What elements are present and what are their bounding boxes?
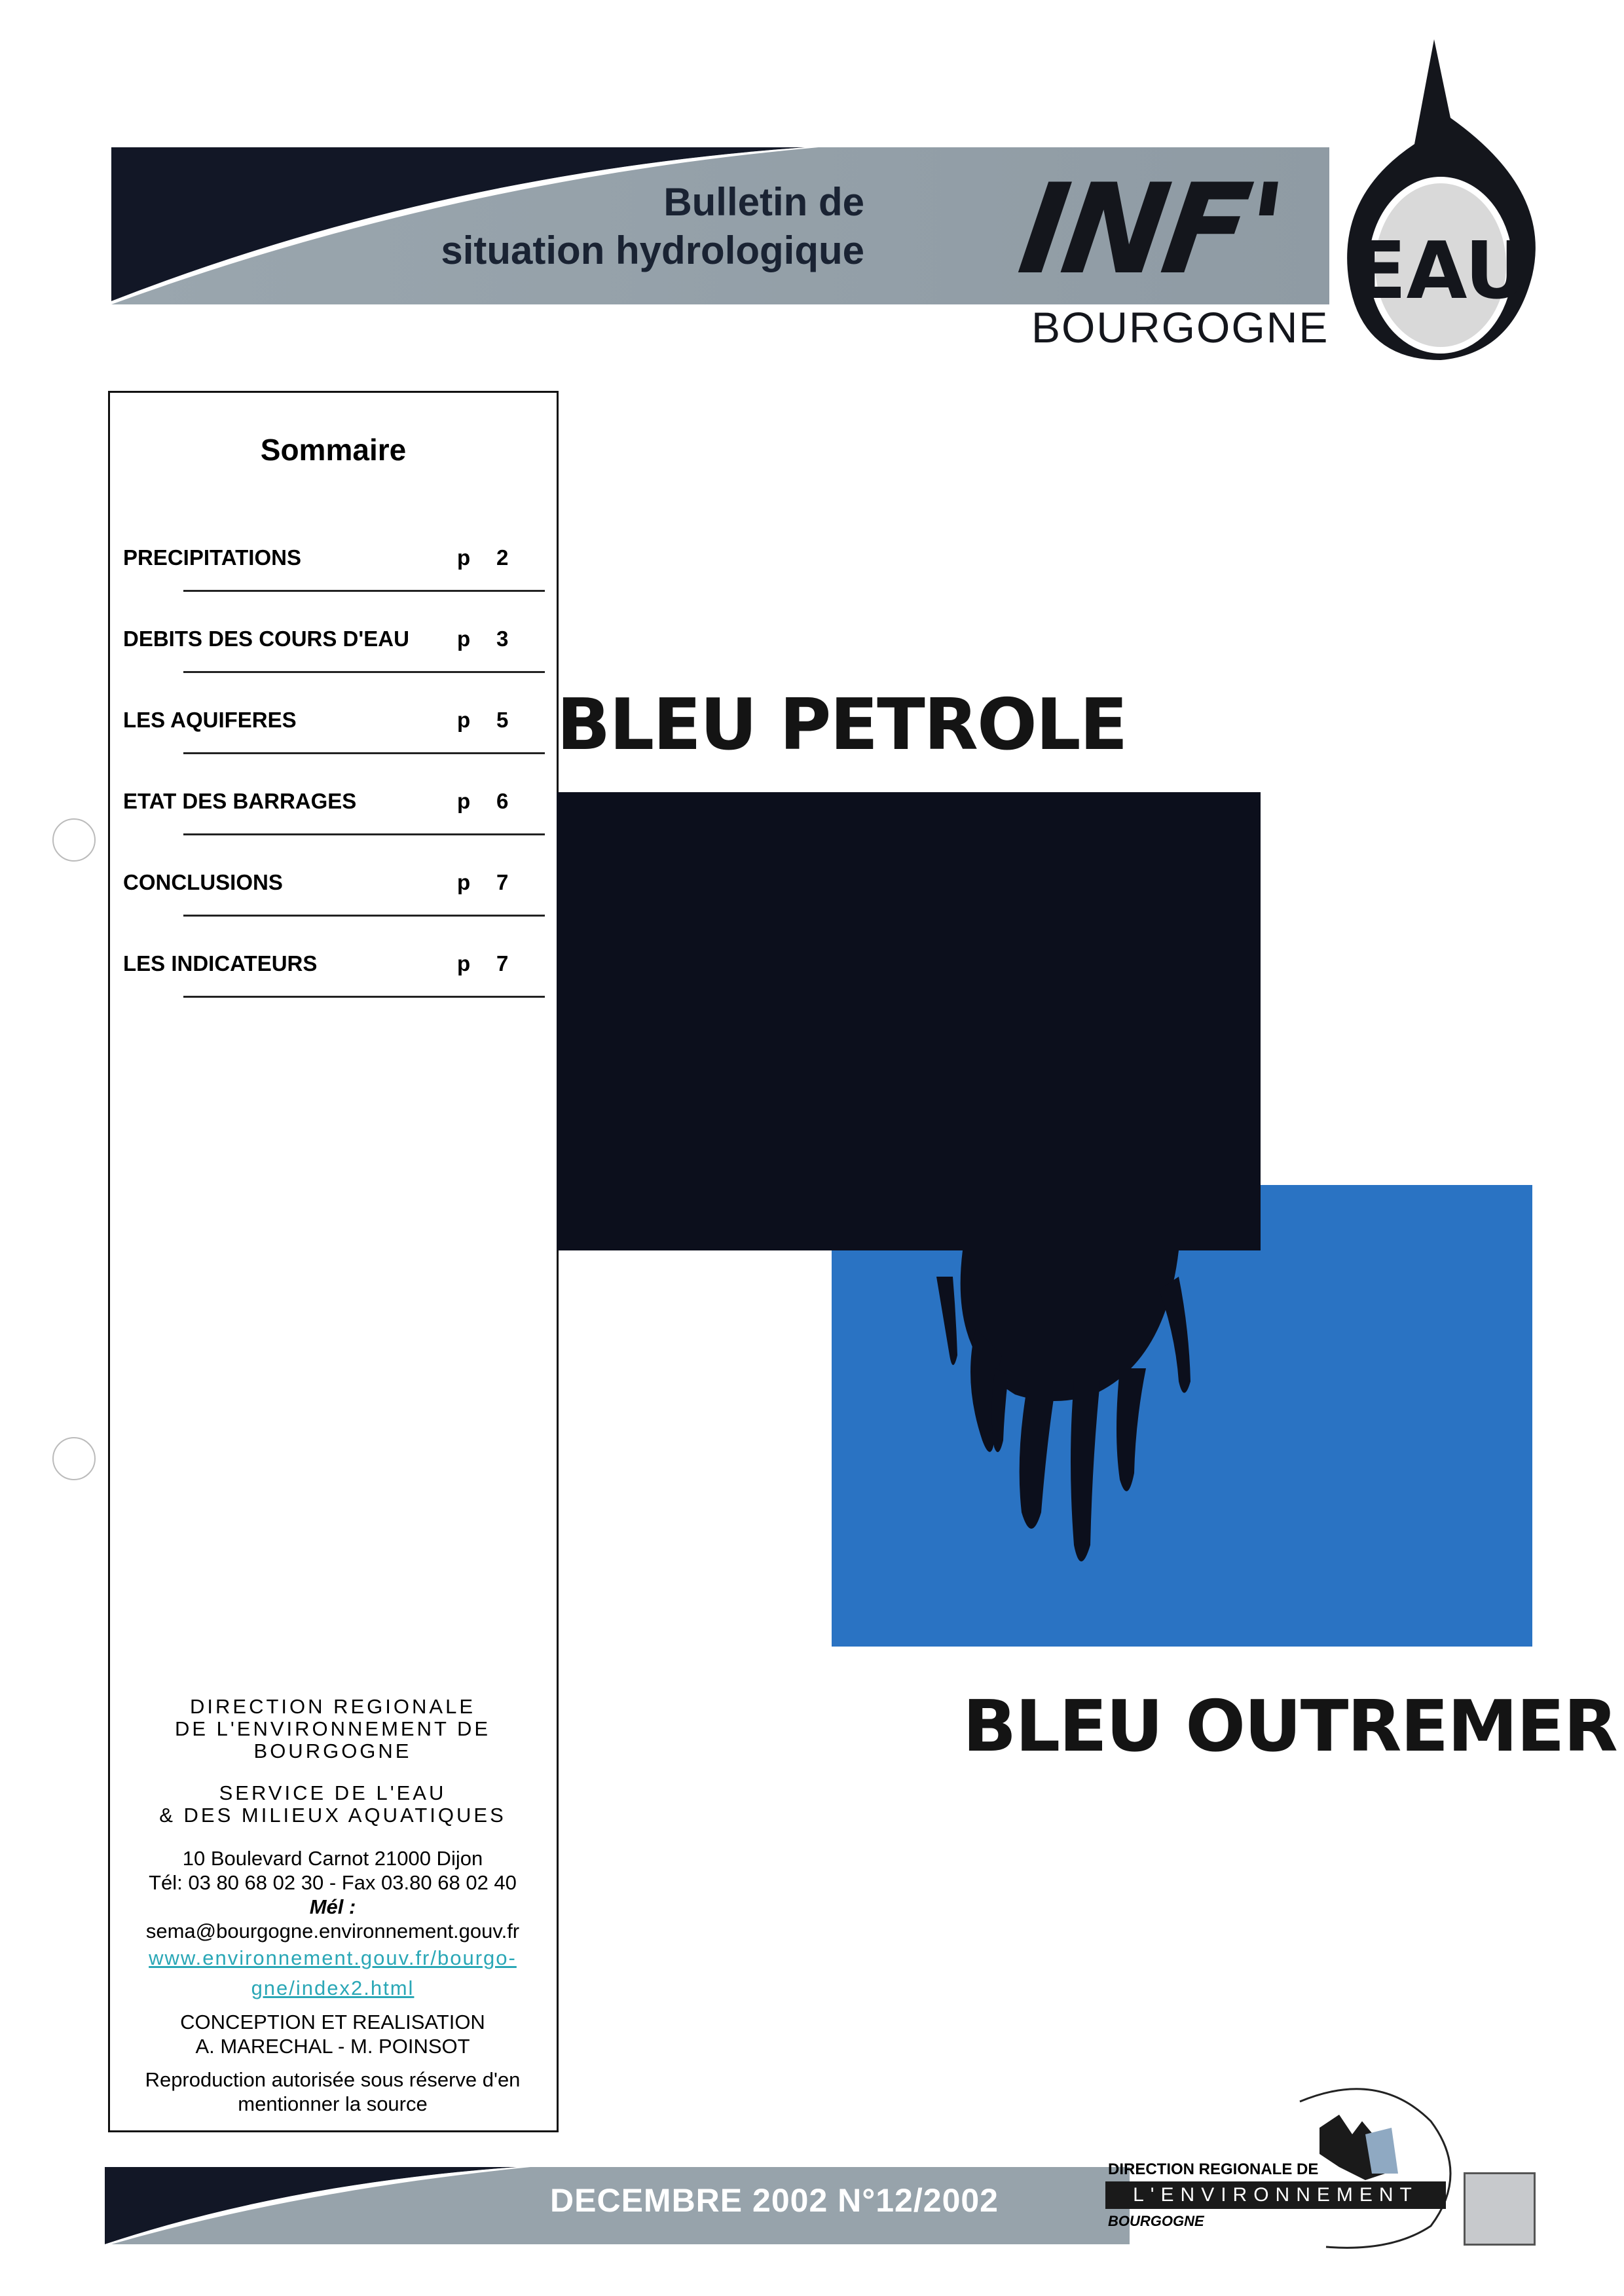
credits-line: A. MARECHAL - M. POINSOT	[195, 2035, 470, 2058]
title-bleu-outremer: BLEU OUTREMER	[963, 1686, 1617, 1768]
toc-label: PRECIPITATIONS	[123, 545, 301, 570]
footer-direction: DIRECTION REGIONALE DE	[1108, 2160, 1319, 2178]
toc-label: ETAT DES BARRAGES	[123, 789, 357, 813]
toc-divider	[183, 833, 545, 835]
contact-block	[110, 1696, 555, 2116]
punch-hole	[52, 818, 96, 862]
toc-page-number: 3	[496, 627, 509, 651]
toc-page-prefix: p	[457, 545, 471, 570]
bleu-outremer-block	[832, 1185, 1532, 1647]
toc-page-number: 2	[496, 545, 509, 570]
service-line: & DES MILIEUX AQUATIQUES	[159, 1804, 506, 1827]
toc-divider	[183, 996, 545, 998]
footer-environnement: L'ENVIRONNEMENT	[1105, 2181, 1446, 2209]
website-link[interactable]: gne/index2.html	[251, 1977, 415, 1999]
website-link[interactable]: www.environnement.gouv.fr/bourgo-	[149, 1946, 517, 1969]
toc-page-prefix: p	[457, 789, 471, 813]
bulletin-title-line1: Bulletin de	[663, 180, 864, 224]
punch-hole	[52, 1437, 96, 1480]
phone-fax: Tél: 03 80 68 02 30 - Fax 03.80 68 02 40	[149, 1871, 517, 1894]
toc-item-precipitations[interactable]	[123, 545, 549, 585]
toc-label: CONCLUSIONS	[123, 870, 283, 894]
toc-page-prefix: p	[457, 627, 471, 651]
toc-divider	[183, 590, 545, 592]
service-line: SERVICE DE L'EAU	[219, 1781, 447, 1804]
reproduction-notice: Reproduction autorisée sous réserve d'en	[145, 2068, 521, 2091]
reproduction-notice: mentionner la source	[238, 2092, 428, 2115]
toc-item-barrages[interactable]	[123, 789, 549, 828]
toc-divider	[183, 752, 545, 754]
logo-drop-text: EAU	[1352, 226, 1529, 317]
toc-item-debits[interactable]	[123, 627, 549, 666]
bulletin-title-line2: situation hydrologique	[441, 228, 864, 272]
toc-page-number: 7	[496, 951, 509, 975]
credits-line: CONCEPTION ET REALISATION	[180, 2011, 485, 2033]
toc-page-number: 7	[496, 870, 509, 894]
toc-label: LES AQUIFERES	[123, 708, 297, 732]
color-blocks-artwork	[557, 792, 1539, 1656]
issue-date: DECEMBRE 2002 N°12/2002	[550, 2182, 999, 2219]
mail-label: Mél :	[309, 1895, 356, 1918]
toc-page-number: 5	[496, 708, 509, 732]
org-line: DE L'ENVIRONNEMENT DE	[174, 1717, 491, 1740]
org-line: BOURGOGNE	[253, 1740, 412, 1762]
toc-divider	[183, 915, 545, 917]
footer-grey-box	[1464, 2172, 1536, 2246]
toc-page-prefix: p	[457, 951, 471, 975]
toc-page-prefix: p	[457, 870, 471, 894]
email-address[interactable]: sema@bourgogne.environnement.gouv.fr	[145, 1920, 520, 1942]
bulletin-title	[367, 178, 864, 275]
toc-divider	[183, 671, 545, 673]
toc-item-indicateurs[interactable]	[123, 951, 549, 991]
toc-page-prefix: p	[457, 708, 471, 732]
toc-label: LES INDICATEURS	[123, 951, 318, 975]
org-line: DIRECTION REGIONALE	[190, 1695, 475, 1718]
logo-wordmark: INF'	[1011, 157, 1290, 302]
water-drop-logo-icon	[1336, 39, 1552, 380]
footer-region: BOURGOGNE	[1108, 2213, 1204, 2229]
address: 10 Boulevard Carnot 21000 Dijon	[182, 1847, 483, 1870]
toc-item-aquiferes[interactable]	[123, 708, 549, 747]
sommaire-title: Sommaire	[260, 433, 407, 467]
title-bleu-petrole: BLEU PETROLE	[557, 684, 1127, 766]
logo-region: BOURGOGNE	[1031, 303, 1329, 352]
toc-label: DEBITS DES COURS D'EAU	[123, 627, 409, 651]
bleu-petrole-block	[557, 792, 1261, 1250]
toc-item-conclusions[interactable]	[123, 870, 549, 909]
toc-page-number: 6	[496, 789, 509, 813]
